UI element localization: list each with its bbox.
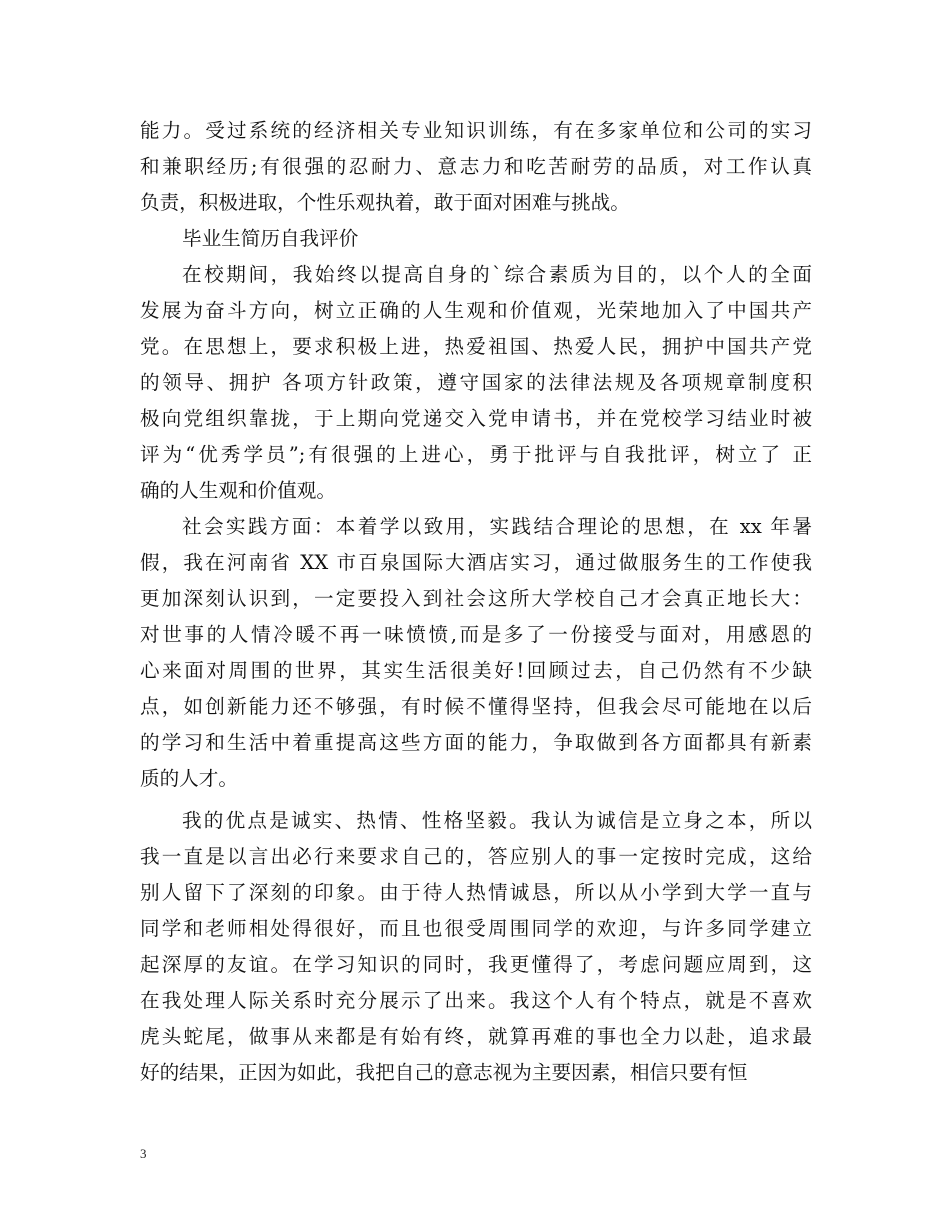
paragraph [140,221,812,257]
page-number: 3 [140,1146,147,1161]
text-line: 心来面对周围的世界，其实生活很美好!回顾过去，自己仍然有不少缺 [140,659,812,682]
text-line: 虎头蛇尾，做事从来都是有始有终，就算再难的事也全力以赴，追求最 [140,1025,812,1048]
text-line: 能力。受过系统的经济相关专业知识训练，有在多家单位和公司的实习 [140,119,812,142]
text-line: 确的人生观和价值观。 [140,479,336,502]
paragraph [140,113,812,221]
text-line: 好的结果，正因为如此，我把自己的意志视为主要因素，相信只要有恒 [140,1061,748,1084]
paragraph [140,803,812,1091]
text-line: 起深厚的友谊。在学习知识的同时，我更懂得了，考虑问题应周到，这 [140,953,812,976]
text-line: 对世事的人情冷暖不再一味愤愤,而是多了一份接受与面对，用感恩的 [140,623,812,646]
text-line: 极向党组织靠拢，于上期向党递交入党申请书，并在党校学习结业时被 [140,407,812,430]
text-line: 毕业生简历自我评价 [182,227,359,250]
text-line: 同学和老师相处得很好，而且也很受周围同学的欢迎，与许多同学建立 [140,917,812,940]
text-line: 别人留下了深刻的印象。由于待人热情诚恳，所以从小学到大学一直与 [140,881,812,904]
text-line: 更加深刻认识到，一定要投入到社会这所大学校自己才会真正地长大： [140,587,812,610]
document-body [140,113,812,1091]
text-line: 质的人才。 [140,767,238,790]
text-line: 假，我在河南省 XX 市百泉国际大酒店实习，通过做服务生的工作使我 [140,551,812,574]
text-line: 在我处理人际关系时充分展示了出来。我这个人有个特点，就是不喜欢 [140,989,812,1012]
text-line: 点，如创新能力还不够强，有时候不懂得坚持，但我会尽可能地在以后 [140,695,812,718]
paragraph [140,257,812,509]
text-line: 评为“优秀学员”;有很强的上进心，勇于批评与自我批评，树立了 正 [140,443,812,466]
text-line: 党。在思想上，要求积极上进，热爱祖国、热爱人民，拥护中国共产党 [140,335,812,358]
text-line: 的学习和生活中着重提高这些方面的能力，争取做到各方面都具有新素 [140,731,812,754]
text-line: 社会实践方面：本着学以致用，实践结合理论的思想，在 xx 年暑 [182,515,812,538]
text-line: 负责，积极进取，个性乐观执着，敢于面对困难与挑战。 [140,191,630,214]
text-line: 在校期间，我始终以提高自身的`综合素质为目的，以个人的全面 [182,263,812,286]
text-line: 我一直是以言出必行来要求自己的，答应别人的事一定按时完成，这给 [140,845,812,868]
text-line: 我的优点是诚实、热情、性格坚毅。我认为诚信是立身之本，所以 [182,809,812,832]
text-line: 发展为奋斗方向，树立正确的人生观和价值观，光荣地加入了中国共产 [140,299,812,322]
text-line: 的领导、拥护 各项方针政策，遵守国家的法律法规及各项规章制度积 [140,371,812,394]
text-line: 和兼职经历;有很强的忍耐力、意志力和吃苦耐劳的品质，对工作认真 [140,155,812,178]
paragraph [140,509,812,797]
